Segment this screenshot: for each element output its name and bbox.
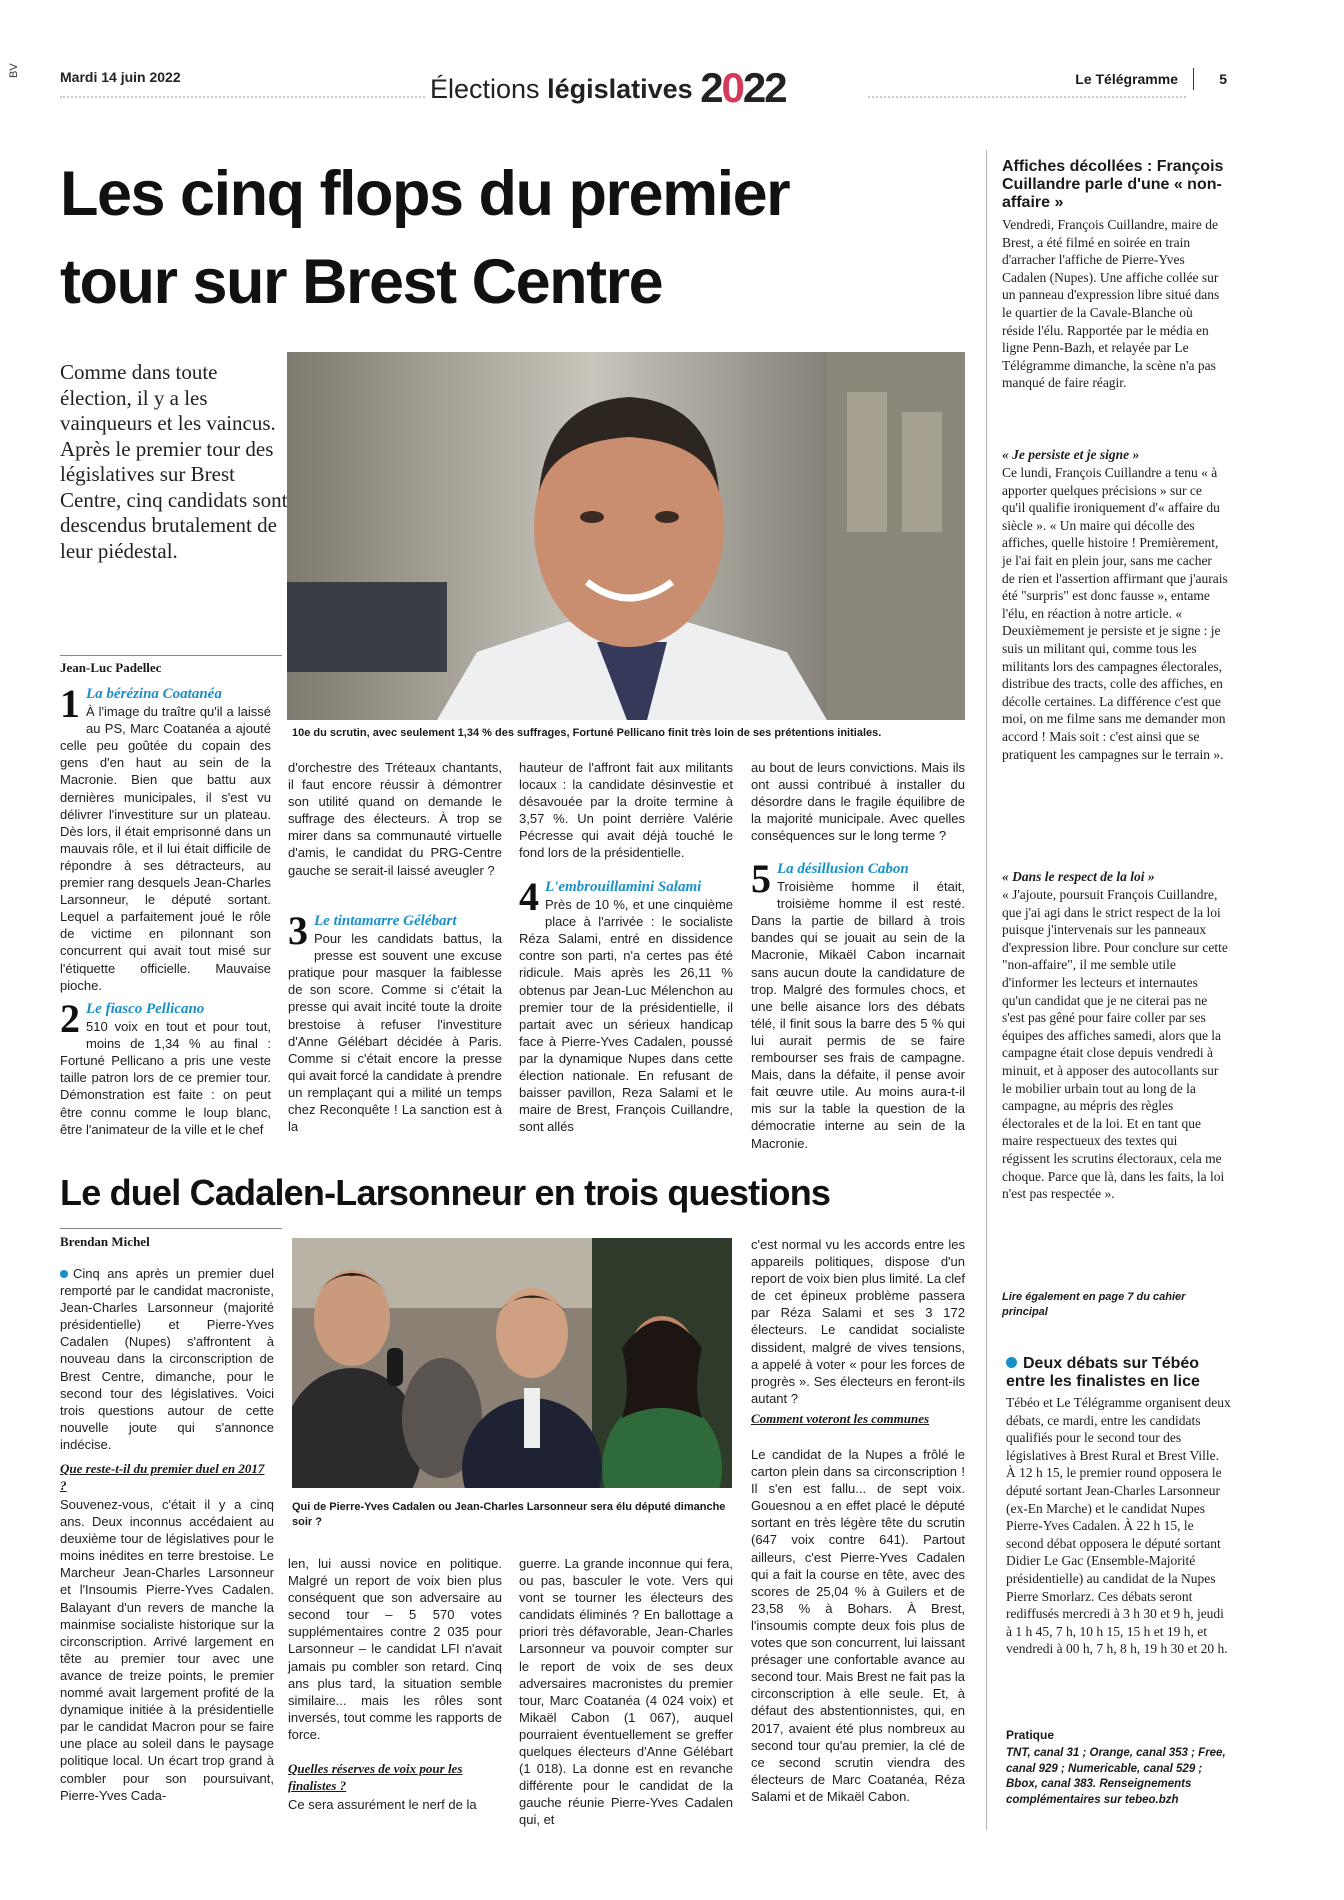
practical-title: Pratique bbox=[1006, 1728, 1055, 1742]
portrait-image bbox=[287, 352, 965, 720]
duel-byline: Brendan Michel bbox=[60, 1234, 150, 1249]
flop-1 bbox=[60, 681, 271, 994]
rubric-year: 2022 bbox=[700, 64, 786, 111]
portrait-photo bbox=[287, 352, 965, 720]
debates-box-text: Tébéo et Le Télégramme organisent deux débats, ce mardi, entre les candidats qualifiés pour le second tour des législatives à Brest Rural et Brest Ville. À 12 h 15, le premier round opposera le député sortant Jean-Charles Larsonneur (ex-En Marche) et le candidat Nupes Pierre-Yves Cadalen. À 22 h 15, le second débat opposera le député sortant Didier Le Gac (Ensemble-Majorité présidentielle) au candidat de la Nupes Pierre Smorlarz. Ces débats seront rediffusés mercredi à 3 h 30 et 9 h, jeudi à 1 h 45, 7 h, 10 h 15, 15 h et 19 h, et vendredi à 00 h, 7 h, 8 h, 19 h 30 et 20 h. bbox=[1006, 1395, 1231, 1657]
practical-text: TNT, canal 31 ; Orange, canal 353 ; Free, canal 929 ; Numericable, canal 529 ; Bbox, canal 383. Renseignements complémentaires sur tebeo.bzh bbox=[1006, 1747, 1226, 1806]
header-divider bbox=[1193, 68, 1194, 90]
byline: Jean-Luc Padellec bbox=[60, 660, 162, 675]
sidebar-paragraph-1: Vendredi, François Cuillandre, maire de Brest, a été filmé en soirée en train d'arracher l'affiche de Pierre-Yves Cadalen (Nupes). Une affiche collée sur un panneau d'expression libre situé dans le quartier de la Cavale-Blanche où réside l'élu. Rapportée par le média en ligne Penn-Bazh, et relayée par Le Télégramme dimanche, la scène n'a pas manqué de faire réagir. bbox=[1002, 217, 1220, 391]
portrait-caption: 10e du scrutin, avec seulement 1,34 % des suffrages, Fortuné Pellicano finit très loin de ses prétentions initiales. bbox=[292, 727, 882, 739]
sidebar-paragraph-2: Ce lundi, François Cuillandre a tenu « à apporter quelques précisions » sur ce qu'il qualifie ironiquement d'« affaire du siècle ». « Un maire qui décolle des affiches, quelle histoire ! Premièrement, je l'ai fait en plein jour, sans me cacher de rien et l'assertion affirmant que j'aurais été "surpris" est donc fausse », entame l'élu, en réaction à notre article. « Deuxièmement je persiste et je signe : je suis un militant qui, comme tous les militants lors des campagnes électorales, distribue des tracts, colle des affiches, en décolle certaines. La différence c'est que moi, on me filme sans me demander mon accord ! Mais soit : c'est ainsi que se pratiquent les campagnes sur le terrain ». bbox=[1002, 465, 1228, 762]
margin-code: BV bbox=[8, 63, 20, 78]
column-4-continuation: au bout de leurs convictions. Mais ils ont aussi contribué à installer du désordre dans le fragile équilibre de la majorité municipale. Avec quelles conséquences sur le long terme ? bbox=[751, 760, 965, 844]
question-3-text: Le candidat de la Nupes a frôlé le carton plein dans sa circonscription ! Il s'en est fallu... de sept voix. Gouesnou a en effet placé le député sortant en très légère tête du scrutin (647 voix contre 641). Partout ailleurs, c'est Pierre-Yves Cadalen qui a fait la course en tête, avec des scores de 25,04 % à Guilers et de 23,58 % à Bohars. À Brest, l'insoumis compte deux fois plus de votes que son concurrent, lui laissant présager une confortable avance au second tour. Mais Brest ne fait pas la circonscription à elle seule. Et, à défaut des abstentionnistes, qui, en 2017, avaient été plus nombreux au second tour qu'au premier, la clé de ce second scrutin viendra des électeurs de Marc Coatanéa, Réza Salami et de Mikaël Cabon. bbox=[751, 1447, 965, 1804]
duel-column-3: guerre. La grande inconnue qui fera, ou pas, basculer le vote. Vers qui vont se tourner les électeurs des candidats éliminés ? En ballottage a priori très défavorable, Jean-Charles Larsonneur va pouvoir compter sur le report de voix de ses deux adversaires macronistes du premier tour, Marc Coatanéa (4 024 voix) et Mikaël Cabon (1 067), auquel pourraient éventuellement se greffer quelques électeurs d'Anne Gélébart (1 018). La donne est en revanche différente pour le candidat de la gauche réunie Pierre-Yves Cadalen qui, et bbox=[519, 1556, 733, 1828]
flop-3-number: 3 bbox=[288, 908, 308, 953]
duel-intro: Cinq ans après un premier duel remporté par le candidat macroniste, Jean-Charles Larsonneur (majorité présidentielle) et Pierre-Yves Cadalen (Nupes) s'affrontent à nouveau dans la circonscription de Brest Centre, dimanche, pour le second tour des législatives. Voici trois questions autour de cette nouvelle joute qui s'annonce indécise. bbox=[60, 1266, 274, 1452]
flop-4-title: L'embrouillamini Salami bbox=[545, 879, 702, 895]
issue-date: Mardi 14 juin 2022 bbox=[60, 69, 181, 85]
question-1: Que reste-t-il du premier duel en 2017 ? bbox=[60, 1461, 265, 1493]
flop-4 bbox=[519, 874, 733, 1135]
bullet-dot-icon bbox=[60, 1270, 68, 1278]
sidebar-subhead-2: « Dans le respect de la loi » bbox=[1002, 869, 1155, 884]
header-rule-right bbox=[868, 96, 1186, 98]
question-2-text: Ce sera assurément le nerf de la bbox=[288, 1797, 477, 1812]
flop-2-number: 2 bbox=[60, 996, 80, 1041]
candidates-caption: Qui de Pierre-Yves Cadalen ou Jean-Charles Larsonneur sera élu député dimanche soir ? bbox=[292, 1501, 726, 1528]
flop-2-text: 510 voix en tout et pour tout, moins de 1,34 % au final : Fortuné Pellicano a pris une veste taille patron lors de ce premier tour. Démonstration est faite : on peut être connu comme le loup blanc, être l'animateur de la ville et le chef bbox=[60, 1019, 271, 1137]
sidebar-divider bbox=[986, 150, 987, 1830]
section-rubric bbox=[430, 64, 786, 112]
bullet-dot-icon bbox=[1006, 1357, 1017, 1368]
flop-2 bbox=[60, 996, 271, 1138]
duel-column-2: len, lui aussi novice en politique. Malgré un report de voix bien plus conséquent que son adversaire au second tour – 5 570 votes supplémentaires contre 2 035 pour Larsonneur – le candidat LFI n'avait jamais pu combler son retard. Cinq ans plus tard, la situation semble similaire... mais les rôles sont inversés, tout comme les rapports de force. bbox=[288, 1556, 502, 1742]
flop-4-number: 4 bbox=[519, 874, 539, 919]
flop-3-title: Le tintamarre Gélébart bbox=[314, 913, 457, 929]
sidebar-reference: Lire également en page 7 du cahier principal bbox=[1002, 1291, 1186, 1318]
flop-5 bbox=[751, 856, 965, 1152]
rubric-prefix: Élections bbox=[430, 74, 540, 104]
page-number: 5 bbox=[1219, 71, 1227, 87]
byline-rule bbox=[60, 655, 282, 656]
flop-1-number: 1 bbox=[60, 681, 80, 726]
article-chapo: Comme dans toute élection, il y a les vainqueurs et les vaincus. Après le premier tour des législatives sur Brest Centre, cinq candidats sont descendus brutalement de leur piédestal. bbox=[60, 360, 288, 563]
flop-5-number: 5 bbox=[751, 856, 771, 901]
column-3-continuation: hauteur de l'affront fait aux militants locaux : la candidate désinvestie et désavouée par la droite termine à 3,57 %. Un point derrière Valérie Pécresse qui avait déjà touché le fond lors de la présidentielle. bbox=[519, 760, 733, 861]
main-headline: Les cinq flops du premier tour sur Brest Centre bbox=[60, 159, 790, 317]
column-2-continuation: d'orchestre des Tréteaux chantants, il faut encore réussir à démontrer son utilité quand on demande le suffrage des électeurs. À trop se mirer dans sa communauté virtuelle d'amis, le candidat du PRG-Centre gauche se serait-il laissé aveugler ? bbox=[288, 760, 502, 878]
candidates-photo bbox=[292, 1238, 732, 1488]
duel-headline: Le duel Cadalen-Larsonneur en trois questions bbox=[60, 1172, 831, 1213]
flop-3-text: Pour les candidats battus, la presse est souvent une excuse pratique pour masquer la faiblesse de son score. Comme si c'était la presse qui avait incité toute la droite brestoise à refuser l'investiture d'Anne Gélébart décidée à Paris. Comme si c'était encore la presse qui avait forcé la candidate à prendre un remplaçant qui a milité un temps chez Reconquête ! La sanction est à la bbox=[288, 931, 502, 1135]
duel-byline-rule bbox=[60, 1228, 282, 1229]
header-rule-left bbox=[60, 96, 425, 98]
flop-1-text: À l'image du traître qu'il a laissé au PS, Marc Coatanéa a ajouté celle peu goûtée du copain des gens d'en haut au sein de la Macronie. Bien que battu aux dernières municipales, il s'est vu délivrer l'investiture sur un plateau. Dès lors, il était emprisonné dans un mauvais rôle, et il lui était difficile de répondre à ses détracteurs, au premier rang desquels Jean-Charles Larsonneur, le député sortant. Lequel a parfaitement joué le rôle de victime en pilonnant son concurrent qui avait tout misé sur l'étiquette officielle. Mauvaise pioche. bbox=[60, 704, 271, 993]
candidates-image bbox=[292, 1238, 732, 1488]
duel-column-4: c'est normal vu les accords entre les appareils politiques, dispose d'un report de voix bien plus limité. La clef de cet épineux problème passera par Réza Salami et ses 3 172 électeurs. Le candidat socialiste dissident, malgré de vives tensions, a appelé à voter « pour les forces de progrès ». Ses électeurs en feront-ils autant ? bbox=[751, 1237, 965, 1406]
flop-5-text: Troisième homme il était, troisième homme il est resté. Dans la partie de billard à trois bandes qui se jouait au sein de la Macronie, Mikaël Cabon incarnait sans aucun doute la candidature de trop. Malgré des formules chocs, et une belle aisance lors des débats télé, il finit sous la barre des 5 % qui lui aurait permis de se faire rembourser ses frais de campagne. Mais, dans la défaite, il pense avoir fait œuvre utile. Au moins aura-t-il mis sur la table la question de la démocratie interne au sein de la Macronie. bbox=[751, 879, 965, 1151]
flop-1-title: La bérézina Coatanéa bbox=[86, 686, 222, 702]
rubric-main: législatives bbox=[547, 74, 693, 104]
question-3: Comment voteront les communes bbox=[751, 1411, 930, 1426]
question-2: Quelles réserves de voix pour les finalistes ? bbox=[288, 1761, 463, 1793]
flop-2-title: Le fiasco Pellicano bbox=[86, 1001, 205, 1017]
sidebar-title: Affiches décollées : François Cuillandre parle d'une « non-affaire » bbox=[1002, 158, 1224, 211]
masthead: Le Télégramme bbox=[1075, 71, 1178, 87]
debates-box-title: Deux débats sur Tébéo entre les finalistes en lice bbox=[1006, 1355, 1200, 1390]
flop-5-title: La désillusion Cabon bbox=[777, 861, 909, 877]
sidebar-subhead-1: « Je persiste et je signe » bbox=[1002, 447, 1140, 462]
question-1-text: Souvenez-vous, c'était il y a cinq ans. Deux inconnus accédaient au deuxième tour de législatives pour le moins inédites en terre brestoise. Le Marcheur Jean-Charles Larsonneur et l'Insoumis Pierre-Yves Cadalen. Balayant d'un revers de manche la mainmise socialiste historique sur la circonscription. Arrivé largement en tête au premier tour avec une avance de treize points, le premier nommé avait largement profité de la dynamique initiée à la présidentielle par le candidat Macron pour se faire une place au soleil dans le paysage politique local. Un écart trop grand à combler pour son poursuivant, Pierre-Yves Cada- bbox=[60, 1497, 274, 1803]
sidebar-paragraph-3: « J'ajoute, poursuit François Cuillandre, que j'ai agi dans le strict respect de la loi puisque j'intervenais sur les panneaux d'expression libre. Pour conclure sur cette "non-affaire", il me semble utile d'informer les lecteurs et internautes qu'un candidat que je ne citerai pas ne s'est pas gêné pour faire coller par ses équipes des affiches samedi, alors que la campagne était close depuis vendredi à minuit, et à apposer des autocollants sur le mobilier urbain tout au long de la campagne, au mépris des règles électorales et de la loi. Et en tant que maire respectueux des textes qui régissent les scrutins électoraux, cela me choque. Parce que là, dans les faits, la loi n'est pas respectée ». bbox=[1002, 887, 1228, 1202]
flop-4-text: Près de 10 %, et une cinquième place à l'arrivée : le socialiste Réza Salami, entré en dissidence contre son parti, n'a certes pas été ridicule. Mais après les 26,11 % obtenus par Jean-Luc Mélenchon au premier tour de la présidentielle, il partait avec un sérieux handicap face à Pierre-Yves Cadalen, poussé par la dynamique Nupes dans cette élection nationale. En refusant de baisser pavillon, Reza Salami et le maire de Brest, François Cuillandre, sont allés bbox=[519, 897, 733, 1135]
flop-3 bbox=[288, 908, 502, 1135]
